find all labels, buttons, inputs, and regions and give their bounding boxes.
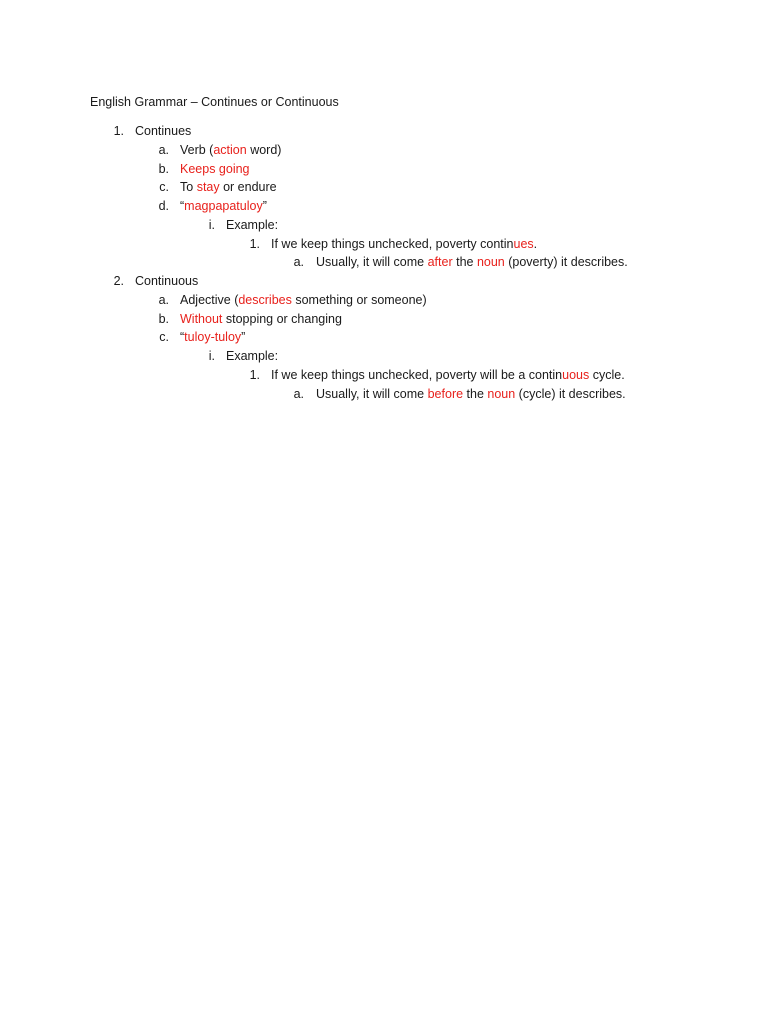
highlighted-text: magpapatuloy <box>184 199 263 213</box>
text-segment: (cycle) it describes. <box>515 386 626 401</box>
list-marker: 1. <box>113 124 124 138</box>
text-segment: or endure <box>219 180 277 195</box>
list-item-text <box>226 348 278 364</box>
list-item-text <box>316 254 628 270</box>
text-segment: cycle. <box>589 367 625 382</box>
text-segment: To <box>180 180 197 195</box>
highlighted-text: noun <box>476 255 505 270</box>
list-marker: d. <box>158 199 169 213</box>
list-item-text <box>180 179 277 195</box>
highlighted-text: ues <box>513 236 534 251</box>
list-item <box>0 329 768 345</box>
text-segment: ” <box>241 330 246 345</box>
text-segment: Continues <box>135 124 192 138</box>
highlighted-text: tuloy-tuloy <box>184 330 242 345</box>
list-item <box>0 217 768 233</box>
text-segment: Usually, it will come <box>316 255 428 270</box>
list-item-text <box>180 311 342 327</box>
list-item <box>0 292 768 308</box>
list-item-text <box>180 161 250 177</box>
highlighted-text: noun <box>487 386 516 401</box>
text-segment: stopping or changing <box>222 311 342 326</box>
list-item <box>0 179 768 195</box>
text-segment: Continuous <box>135 274 199 288</box>
list-item <box>0 311 768 327</box>
list-item-text <box>180 329 245 345</box>
list-item <box>0 123 768 139</box>
list-item <box>0 348 768 364</box>
text-segment: If we keep things unchecked, poverty will be a contin <box>271 367 563 382</box>
list-marker: 1. <box>249 367 260 382</box>
list-item-text <box>135 273 198 289</box>
text-segment: the <box>452 255 477 270</box>
text-segment: Usually, it will come <box>316 386 428 401</box>
list-item-text <box>135 123 191 139</box>
list-item-text <box>316 386 626 402</box>
list-item <box>0 161 768 177</box>
list-item-text <box>226 217 278 233</box>
text-segment: Adjective ( <box>180 292 239 307</box>
highlighted-text: after <box>427 255 453 270</box>
list-marker: b. <box>158 161 169 176</box>
list-item-text <box>271 236 537 252</box>
list-item <box>0 142 768 158</box>
list-marker: i. <box>208 217 215 232</box>
document-title: English Grammar – Continues or Continuous <box>90 95 339 109</box>
highlighted-text: stay <box>196 180 220 195</box>
text-segment: something or someone) <box>291 292 427 307</box>
list-marker: 2. <box>113 274 124 288</box>
highlighted-text: before <box>427 386 464 401</box>
text-segment: . <box>533 236 538 251</box>
list-marker: b. <box>158 311 169 326</box>
list-item-text <box>180 292 427 308</box>
list-item <box>0 254 768 270</box>
text-segment: word) <box>246 142 282 157</box>
list-marker: a. <box>293 255 304 270</box>
text-segment: “ <box>180 199 185 213</box>
list-item <box>0 273 768 289</box>
highlighted-text: uous <box>562 367 590 382</box>
text-segment: the <box>463 386 488 401</box>
list-item-text <box>271 367 625 383</box>
text-segment: If we keep things unchecked, poverty contin <box>271 236 514 251</box>
list-item-text <box>180 198 267 214</box>
list-marker: i. <box>208 349 215 363</box>
list-marker: 1. <box>249 236 260 251</box>
highlighted-text: Without <box>180 311 223 326</box>
text-segment: Verb ( <box>180 142 214 157</box>
list-item <box>0 198 768 214</box>
list-item <box>0 236 768 252</box>
text-segment: “ <box>180 330 185 345</box>
list-item <box>0 367 768 383</box>
highlighted-text: describes <box>238 292 292 307</box>
list-item-text <box>180 142 281 158</box>
list-marker: c. <box>159 330 169 345</box>
text-segment: (poverty) it describes. <box>504 255 628 270</box>
list-marker: a. <box>158 142 169 157</box>
list-marker: a. <box>293 386 304 401</box>
highlighted-text: Keeps going <box>180 161 250 176</box>
text-segment: Example: <box>226 349 279 363</box>
list-marker: a. <box>158 292 169 307</box>
text-segment: ” <box>262 199 267 213</box>
text-segment: Example: <box>226 217 279 232</box>
list-item <box>0 386 768 402</box>
list-marker: c. <box>159 180 169 195</box>
highlighted-text: action <box>213 142 247 157</box>
